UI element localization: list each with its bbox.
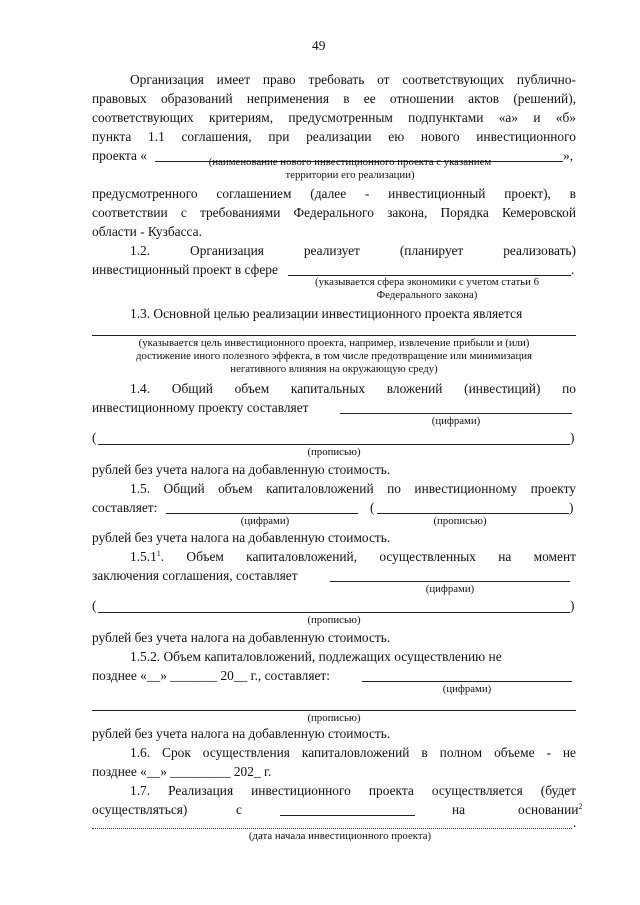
- p16-line-2: позднее «__» _________ 202_ г.: [92, 764, 272, 779]
- total-investment-words-caption: (прописью): [307, 446, 361, 458]
- p151-line-1: [130, 549, 576, 565]
- planned-investment-words-line[interactable]: [92, 710, 576, 711]
- p17-basis-word: основании: [518, 802, 579, 817]
- economy-sphere-caption-1: (указывается сфера экономики с учетом статьи 6: [315, 276, 539, 288]
- project-goal-caption-1: (указывается цель инвестиционного проекта, например, извлечение прибыли и (или): [138, 337, 530, 349]
- intro-line-8: области - Кузбасса.: [92, 224, 202, 239]
- p152-line-1: 1.5.2. Объем капиталовложений, подлежащих осуществлению не: [130, 649, 502, 664]
- p151-number: 1.5.1: [130, 549, 157, 564]
- p151-close-paren: ): [570, 598, 575, 613]
- project-goal-caption-2: достижение иного полезного эффекта, в том числе предотвращение или минимизация: [135, 350, 532, 362]
- p15-line-2: составляет:: [92, 500, 158, 515]
- invested-at-signing-words-line[interactable]: [98, 612, 570, 613]
- p15-close-paren: ): [569, 500, 574, 515]
- p14-line-3: рублей без учета налога на добавленную стоимость.: [92, 462, 391, 477]
- intro-line-1: Организация имеет право требовать от соответствующих публично-: [130, 72, 576, 87]
- economy-sphere-caption-2: Федерального закона): [376, 289, 478, 301]
- project-name-caption-2: территории его реализации): [285, 169, 415, 181]
- total-investment-digits-caption: (цифрами): [431, 415, 481, 427]
- p17-line-2-b: с: [236, 802, 242, 817]
- footnote-2-marker: 2: [578, 802, 583, 811]
- invested-at-signing-digits-caption: (цифрами): [425, 583, 475, 595]
- p16-line-1: 1.6. Срок осуществления капиталовложений в полном объеме - не: [130, 745, 576, 760]
- planned-investment-digits-line[interactable]: [362, 681, 572, 682]
- total-investment-words-line[interactable]: [98, 444, 570, 445]
- p151-line-1-rest: . Объем капиталовложений, осуществленных на момент: [160, 549, 576, 564]
- p151-line-3: рублей без учета налога на добавленную стоимость.: [92, 630, 391, 645]
- p17-end-dot: .: [573, 815, 577, 830]
- p13-line-1: 1.3. Основной целью реализации инвестиционного проекта является: [130, 306, 523, 321]
- invested-at-signing-digits-line[interactable]: [330, 581, 570, 582]
- p14-close-paren: ): [570, 430, 575, 445]
- p17-line-1: 1.7. Реализация инвестиционного проекта осуществляется (будет: [130, 783, 576, 798]
- p151-open-paren: (: [92, 598, 97, 613]
- p15-line-3: рублей без учета налога на добавленную стоимость.: [92, 530, 391, 545]
- basis-line[interactable]: [92, 828, 572, 829]
- footnote-1-marker: 1: [156, 549, 161, 558]
- intro-line-3: соответствующих критериям, предусмотренным подпунктами «а» и «б»: [92, 110, 576, 125]
- intro-line-7: соответствии с требованиями Федерального закона, Порядка Кемеровской: [92, 205, 576, 220]
- intro-line-2: правовых образований неприменения в ее отношении актов (решений),: [92, 91, 576, 106]
- capital-digits-caption: (цифрами): [240, 515, 290, 527]
- intro-line-5-prefix: проекта «: [92, 148, 147, 163]
- p15-line-1: 1.5. Общий объем капиталовложений по инвестиционному проекту: [130, 481, 576, 496]
- p12-line-1: 1.2. Организация реализует (планирует реализовать): [130, 243, 576, 258]
- p17-line-2-a: осуществляться): [92, 802, 188, 817]
- p152-line-2: позднее «__» _______ 20__ г., составляет:: [92, 668, 330, 683]
- total-investment-digits-line[interactable]: [340, 413, 572, 414]
- capital-digits-line[interactable]: [166, 513, 358, 514]
- invested-at-signing-words-caption: (прописью): [307, 614, 361, 626]
- p12-line-2-prefix: инвестиционный проект в сфере: [92, 262, 278, 277]
- p152-line-3: рублей без учета налога на добавленную стоимость.: [92, 726, 391, 741]
- intro-line-5-suffix: »,: [563, 148, 574, 163]
- p14-line-1: 1.4. Общий объем капитальных вложений (инвестиций) по: [130, 381, 576, 396]
- project-name-caption-1: (наименование нового инвестиционного проекта с указанием: [208, 156, 492, 168]
- start-date-line[interactable]: [280, 815, 415, 816]
- project-goal-line[interactable]: [92, 335, 576, 336]
- capital-words-line[interactable]: [377, 513, 569, 514]
- capital-words-caption: (прописью): [433, 515, 487, 527]
- p14-line-2: инвестиционному проекту составляет: [92, 400, 309, 415]
- p14-open-paren: (: [92, 430, 97, 445]
- p17-line-2-c: на: [452, 802, 466, 817]
- intro-line-4: пункта 1.1 соглашения, при реализации ею нового инвестиционного: [92, 129, 576, 144]
- project-goal-caption-3: негативного влияния на окружающую среду): [230, 363, 438, 375]
- intro-line-6: предусмотренного соглашением (далее - инвестиционный проект), в: [92, 186, 576, 201]
- start-date-caption: (дата начала инвестиционного проекта): [248, 830, 432, 842]
- planned-investment-digits-caption: (цифрами): [442, 683, 492, 695]
- p15-open-paren: (: [370, 500, 375, 515]
- p12-line-2-suffix: .: [571, 262, 575, 277]
- p151-line-2: заключения соглашения, составляет: [92, 568, 298, 583]
- planned-investment-words-caption: (прописью): [307, 712, 361, 724]
- page-number: 49: [312, 38, 326, 53]
